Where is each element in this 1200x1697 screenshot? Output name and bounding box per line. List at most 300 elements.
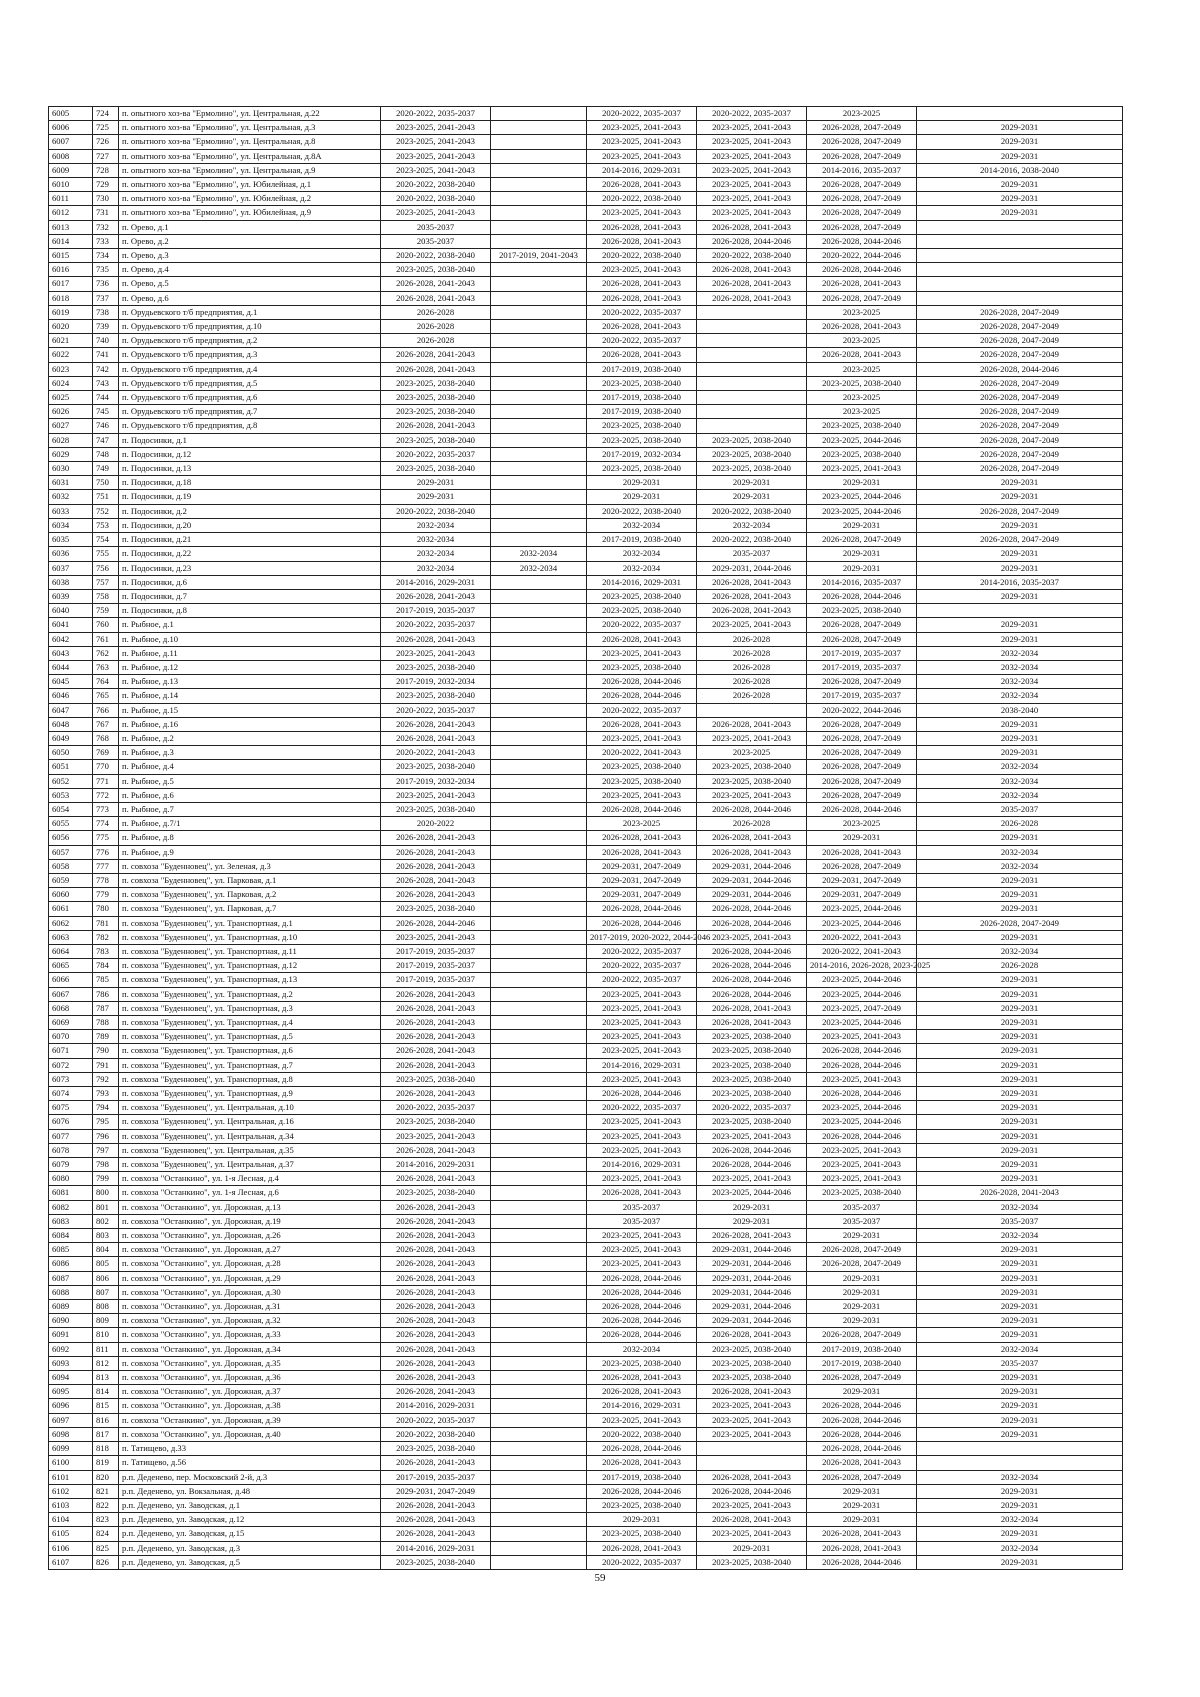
repair-period-2-cell <box>491 1243 587 1257</box>
table-row <box>49 1087 1123 1101</box>
building-id-cell: 786 <box>93 987 119 1001</box>
address-cell: п. совхоза "Останкино", ул. Дорожная, д.27 <box>119 1243 381 1257</box>
repair-period-5-cell: 2023-2025 <box>807 817 917 831</box>
address-cell: п. Подосинки, д.13 <box>119 462 381 476</box>
address-cell: п. опытного хоз-ва "Ермолино", ул. Юбилейная, д.1 <box>119 178 381 192</box>
address-cell: п. совхоза "Останкино", ул. Дорожная, д.33 <box>119 1328 381 1342</box>
table-row <box>49 1328 1123 1342</box>
repair-period-6-cell: 2038-2040 <box>917 703 1123 717</box>
building-id-cell: 734 <box>93 249 119 263</box>
address-cell: п. Рыбное, д.12 <box>119 660 381 674</box>
row-number-cell: 6071 <box>49 1044 93 1058</box>
row-number-cell: 6007 <box>49 135 93 149</box>
repair-period-1-cell: 2026-2028, 2041-2043 <box>381 1016 491 1030</box>
repair-period-3-cell: 2029-2031 <box>587 476 697 490</box>
table-row <box>49 391 1123 405</box>
repair-period-1-cell: 2026-2028, 2041-2043 <box>381 1498 491 1512</box>
table-row <box>49 731 1123 745</box>
repair-period-4-cell: 2026-2028, 2041-2043 <box>697 220 807 234</box>
building-id-cell: 754 <box>93 533 119 547</box>
row-number-cell: 6054 <box>49 802 93 816</box>
table-row <box>49 1072 1123 1086</box>
address-cell: п. Подосинки, д.20 <box>119 518 381 532</box>
table-row <box>49 547 1123 561</box>
repair-period-3-cell: 2023-2025, 2038-2040 <box>587 1498 697 1512</box>
repair-period-3-cell: 2017-2019, 2038-2040 <box>587 405 697 419</box>
row-number-cell: 6064 <box>49 944 93 958</box>
address-cell: п. совхоза "Останкино", ул. Дорожная, д.19 <box>119 1214 381 1228</box>
repair-period-3-cell: 2023-2025, 2038-2040 <box>587 419 697 433</box>
repair-period-3-cell: 2023-2025, 2038-2040 <box>587 376 697 390</box>
table-row <box>49 1243 1123 1257</box>
repair-period-3-cell: 2026-2028, 2041-2043 <box>587 1541 697 1555</box>
repair-period-1-cell: 2026-2028, 2041-2043 <box>381 419 491 433</box>
table-row <box>49 1371 1123 1385</box>
repair-period-6-cell: 2029-2031 <box>917 888 1123 902</box>
repair-period-5-cell: 2017-2019, 2038-2040 <box>807 1342 917 1356</box>
repair-period-1-cell: 2023-2025, 2038-2040 <box>381 1442 491 1456</box>
row-number-cell: 6074 <box>49 1087 93 1101</box>
address-cell: п. совхоза "Буденновец", ул. Транспортная, д.9 <box>119 1087 381 1101</box>
repair-period-2-cell <box>491 135 587 149</box>
repair-period-4-cell: 2029-2031, 2044-2046 <box>697 1285 807 1299</box>
repair-period-4-cell: 2029-2031 <box>697 1200 807 1214</box>
repair-period-5-cell: 2029-2031 <box>807 1513 917 1527</box>
address-cell: п. Орево, д.4 <box>119 263 381 277</box>
table-row <box>49 192 1123 206</box>
repair-period-3-cell: 2026-2028, 2041-2043 <box>587 234 697 248</box>
table-row <box>49 888 1123 902</box>
repair-period-6-cell: 2032-2034 <box>917 1541 1123 1555</box>
repair-period-2-cell: 2032-2034 <box>491 547 587 561</box>
repair-period-2-cell <box>491 788 587 802</box>
repair-period-2-cell <box>491 1413 587 1427</box>
address-cell: п. Рыбное, д.13 <box>119 675 381 689</box>
repair-period-1-cell: 2023-2025, 2038-2040 <box>381 376 491 390</box>
repair-period-2-cell <box>491 1257 587 1271</box>
repair-period-6-cell: 2029-2031 <box>917 1158 1123 1172</box>
repair-period-6-cell: 2029-2031 <box>917 902 1123 916</box>
repair-period-6-cell: 2029-2031 <box>917 1044 1123 1058</box>
table-row <box>49 1399 1123 1413</box>
repair-period-6-cell: 2026-2028, 2047-2049 <box>917 348 1123 362</box>
table-row <box>49 1300 1123 1314</box>
repair-period-6-cell: 2032-2034 <box>917 675 1123 689</box>
schedule-table <box>48 106 1123 1570</box>
table-row <box>49 959 1123 973</box>
repair-period-4-cell: 2023-2025, 2038-2040 <box>697 1044 807 1058</box>
row-number-cell: 6069 <box>49 1016 93 1030</box>
repair-period-1-cell: 2026-2028, 2041-2043 <box>381 1243 491 1257</box>
repair-period-5-cell: 2026-2028, 2044-2046 <box>807 1058 917 1072</box>
address-cell: п. совхоза "Буденновец", ул. Парковая, д.7 <box>119 902 381 916</box>
row-number-cell: 6096 <box>49 1399 93 1413</box>
repair-period-2-cell <box>491 589 587 603</box>
repair-period-1-cell: 2020-2022, 2035-2037 <box>381 1413 491 1427</box>
repair-period-2-cell <box>491 902 587 916</box>
repair-period-1-cell: 2026-2028, 2041-2043 <box>381 1527 491 1541</box>
repair-period-1-cell: 2026-2028, 2041-2043 <box>381 888 491 902</box>
repair-period-1-cell: 2014-2016, 2029-2031 <box>381 1541 491 1555</box>
repair-period-6-cell: 2029-2031 <box>917 1484 1123 1498</box>
repair-period-1-cell: 2026-2028, 2041-2043 <box>381 1356 491 1370</box>
repair-period-1-cell: 2026-2028, 2041-2043 <box>381 1314 491 1328</box>
repair-period-5-cell: 2029-2031 <box>807 1285 917 1299</box>
repair-period-5-cell: 2023-2025, 2044-2046 <box>807 504 917 518</box>
repair-period-6-cell: 2029-2031 <box>917 121 1123 135</box>
address-cell: п. Рыбное, д.7/1 <box>119 817 381 831</box>
building-id-cell: 807 <box>93 1285 119 1299</box>
repair-period-2-cell <box>491 817 587 831</box>
repair-period-6-cell: 2029-2031 <box>917 1498 1123 1512</box>
repair-period-4-cell: 2026-2028, 2041-2043 <box>697 291 807 305</box>
repair-period-1-cell: 2026-2028, 2041-2043 <box>381 1214 491 1228</box>
repair-period-6-cell: 2032-2034 <box>917 859 1123 873</box>
table-row <box>49 1314 1123 1328</box>
row-number-cell: 6039 <box>49 589 93 603</box>
repair-period-1-cell: 2023-2025, 2038-2040 <box>381 405 491 419</box>
repair-period-1-cell: 2017-2019, 2035-2037 <box>381 944 491 958</box>
address-cell: п. совхоза "Останкино", ул. Дорожная, д.31 <box>119 1300 381 1314</box>
repair-period-6-cell: 2029-2031 <box>917 1058 1123 1072</box>
row-number-cell: 6078 <box>49 1143 93 1157</box>
row-number-cell: 6070 <box>49 1030 93 1044</box>
building-id-cell: 771 <box>93 774 119 788</box>
building-id-cell: 766 <box>93 703 119 717</box>
row-number-cell: 6099 <box>49 1442 93 1456</box>
row-number-cell: 6080 <box>49 1172 93 1186</box>
repair-period-2-cell <box>491 1385 587 1399</box>
repair-period-6-cell: 2029-2031 <box>917 1371 1123 1385</box>
table-row <box>49 1541 1123 1555</box>
table-row <box>49 1498 1123 1512</box>
repair-period-6-cell: 2029-2031 <box>917 1300 1123 1314</box>
table-row <box>49 334 1123 348</box>
repair-period-6-cell: 2029-2031 <box>917 1328 1123 1342</box>
table-row <box>49 220 1123 234</box>
repair-period-5-cell: 2026-2028, 2047-2049 <box>807 731 917 745</box>
row-number-cell: 6034 <box>49 518 93 532</box>
repair-period-2-cell <box>491 1300 587 1314</box>
address-cell: п. Орудьевского т/б предприятия, д.2 <box>119 334 381 348</box>
building-id-cell: 763 <box>93 660 119 674</box>
table-row <box>49 618 1123 632</box>
repair-period-3-cell: 2020-2022, 2035-2037 <box>587 305 697 319</box>
address-cell: п. Рыбное, д.15 <box>119 703 381 717</box>
repair-period-2-cell <box>491 1044 587 1058</box>
address-cell: п. Рыбное, д.10 <box>119 632 381 646</box>
row-number-cell: 6073 <box>49 1072 93 1086</box>
table-row <box>49 107 1123 121</box>
building-id-cell: 797 <box>93 1143 119 1157</box>
row-number-cell: 6006 <box>49 121 93 135</box>
repair-period-6-cell: 2026-2028, 2047-2049 <box>917 320 1123 334</box>
building-id-cell: 826 <box>93 1555 119 1569</box>
repair-period-1-cell: 2035-2037 <box>381 220 491 234</box>
repair-period-1-cell: 2026-2028, 2041-2043 <box>381 632 491 646</box>
repair-period-1-cell: 2017-2019, 2035-2037 <box>381 959 491 973</box>
table-row <box>49 178 1123 192</box>
repair-period-3-cell: 2023-2025, 2041-2043 <box>587 646 697 660</box>
address-cell: п. Рыбное, д.7 <box>119 802 381 816</box>
repair-period-5-cell: 2020-2022, 2041-2043 <box>807 930 917 944</box>
repair-period-2-cell <box>491 391 587 405</box>
building-id-cell: 809 <box>93 1314 119 1328</box>
repair-period-1-cell: 2026-2028, 2041-2043 <box>381 873 491 887</box>
row-number-cell: 6013 <box>49 220 93 234</box>
building-id-cell: 796 <box>93 1129 119 1143</box>
repair-period-6-cell: 2026-2028, 2047-2049 <box>917 504 1123 518</box>
building-id-cell: 776 <box>93 845 119 859</box>
building-id-cell: 782 <box>93 930 119 944</box>
repair-period-2-cell <box>491 121 587 135</box>
building-id-cell: 761 <box>93 632 119 646</box>
building-id-cell: 748 <box>93 447 119 461</box>
repair-period-4-cell: 2029-2031, 2044-2046 <box>697 1257 807 1271</box>
repair-period-2-cell <box>491 291 587 305</box>
row-number-cell: 6055 <box>49 817 93 831</box>
repair-period-6-cell: 2032-2034 <box>917 689 1123 703</box>
repair-period-2-cell: 2017-2019, 2041-2043 <box>491 249 587 263</box>
repair-period-1-cell: 2026-2028, 2041-2043 <box>381 1143 491 1157</box>
row-number-cell: 6079 <box>49 1158 93 1172</box>
repair-period-3-cell: 2026-2028, 2041-2043 <box>587 1385 697 1399</box>
repair-period-6-cell: 2026-2028, 2047-2049 <box>917 391 1123 405</box>
repair-period-3-cell: 2023-2025, 2041-2043 <box>587 1030 697 1044</box>
repair-period-6-cell <box>917 277 1123 291</box>
row-number-cell: 6030 <box>49 462 93 476</box>
repair-period-3-cell: 2020-2022, 2035-2037 <box>587 107 697 121</box>
repair-period-1-cell: 2026-2028, 2041-2043 <box>381 1044 491 1058</box>
repair-period-6-cell: 2032-2034 <box>917 760 1123 774</box>
repair-period-4-cell: 2029-2031 <box>697 1214 807 1228</box>
repair-period-1-cell: 2026-2028, 2041-2043 <box>381 1001 491 1015</box>
repair-period-4-cell: 2026-2028, 2041-2043 <box>697 845 807 859</box>
repair-period-1-cell: 2026-2028, 2041-2043 <box>381 348 491 362</box>
row-number-cell: 6008 <box>49 149 93 163</box>
repair-period-1-cell: 2020-2022, 2035-2037 <box>381 1101 491 1115</box>
repair-period-6-cell: 2029-2031 <box>917 717 1123 731</box>
repair-period-1-cell: 2023-2025, 2041-2043 <box>381 163 491 177</box>
repair-period-5-cell: 2029-2031 <box>807 561 917 575</box>
repair-period-3-cell: 2017-2019, 2038-2040 <box>587 533 697 547</box>
repair-period-6-cell <box>917 604 1123 618</box>
repair-period-1-cell: 2026-2028, 2041-2043 <box>381 291 491 305</box>
table-row <box>49 916 1123 930</box>
row-number-cell: 6029 <box>49 447 93 461</box>
repair-period-6-cell: 2029-2031 <box>917 930 1123 944</box>
repair-period-1-cell: 2023-2025, 2041-2043 <box>381 206 491 220</box>
building-id-cell: 746 <box>93 419 119 433</box>
repair-period-5-cell: 2020-2022, 2044-2046 <box>807 249 917 263</box>
repair-period-4-cell: 2026-2028 <box>697 646 807 660</box>
repair-period-1-cell: 2023-2025, 2041-2043 <box>381 646 491 660</box>
table-row <box>49 1001 1123 1015</box>
repair-period-5-cell: 2029-2031 <box>807 1385 917 1399</box>
repair-period-3-cell: 2023-2025, 2041-2043 <box>587 263 697 277</box>
building-id-cell: 783 <box>93 944 119 958</box>
repair-period-4-cell: 2023-2025 <box>697 746 807 760</box>
table-row <box>49 1214 1123 1228</box>
address-cell: п. совхоза "Останкино", ул. Дорожная, д.38 <box>119 1399 381 1413</box>
building-id-cell: 810 <box>93 1328 119 1342</box>
address-cell: п. Татищево, д.56 <box>119 1456 381 1470</box>
table-row <box>49 405 1123 419</box>
row-number-cell: 6107 <box>49 1555 93 1569</box>
row-number-cell: 6040 <box>49 604 93 618</box>
address-cell: п. Рыбное, д.5 <box>119 774 381 788</box>
repair-period-5-cell: 2026-2028, 2047-2049 <box>807 192 917 206</box>
address-cell: п. совхоза "Останкино", ул. Дорожная, д.35 <box>119 1356 381 1370</box>
building-id-cell: 815 <box>93 1399 119 1413</box>
repair-period-5-cell: 2026-2028, 2047-2049 <box>807 178 917 192</box>
repair-period-3-cell: 2026-2028, 2041-2043 <box>587 845 697 859</box>
repair-period-2-cell <box>491 703 587 717</box>
repair-period-5-cell: 2029-2031, 2047-2049 <box>807 873 917 887</box>
address-cell: п. Татищево, д.33 <box>119 1442 381 1456</box>
building-id-cell: 769 <box>93 746 119 760</box>
row-number-cell: 6011 <box>49 192 93 206</box>
repair-period-3-cell: 2029-2031, 2047-2049 <box>587 859 697 873</box>
repair-period-6-cell: 2026-2028, 2041-2043 <box>917 1186 1123 1200</box>
building-id-cell: 768 <box>93 731 119 745</box>
repair-period-5-cell: 2023-2025, 2041-2043 <box>807 1143 917 1157</box>
repair-period-2-cell <box>491 916 587 930</box>
building-id-cell: 750 <box>93 476 119 490</box>
repair-period-2-cell: 2032-2034 <box>491 561 587 575</box>
repair-period-2-cell <box>491 462 587 476</box>
building-id-cell: 791 <box>93 1058 119 1072</box>
repair-period-6-cell: 2035-2037 <box>917 802 1123 816</box>
table-row <box>49 1285 1123 1299</box>
address-cell: п. Рыбное, д.8 <box>119 831 381 845</box>
table-row <box>49 1470 1123 1484</box>
row-number-cell: 6059 <box>49 873 93 887</box>
table-row <box>49 1385 1123 1399</box>
row-number-cell: 6085 <box>49 1243 93 1257</box>
table-row <box>49 1513 1123 1527</box>
table-row <box>49 930 1123 944</box>
repair-period-5-cell: 2023-2025, 2038-2040 <box>807 447 917 461</box>
table-row <box>49 249 1123 263</box>
table-row <box>49 135 1123 149</box>
repair-period-3-cell: 2023-2025, 2041-2043 <box>587 1129 697 1143</box>
repair-period-6-cell: 2029-2031 <box>917 1072 1123 1086</box>
repair-period-5-cell: 2017-2019, 2035-2037 <box>807 646 917 660</box>
repair-period-6-cell: 2026-2028, 2047-2049 <box>917 462 1123 476</box>
repair-period-5-cell: 2026-2028, 2041-2043 <box>807 1456 917 1470</box>
repair-period-6-cell: 2029-2031 <box>917 632 1123 646</box>
repair-period-1-cell: 2026-2028, 2041-2043 <box>381 1200 491 1214</box>
repair-period-6-cell: 2032-2034 <box>917 1229 1123 1243</box>
address-cell: п. Подосинки, д.2 <box>119 504 381 518</box>
repair-period-6-cell: 2029-2031 <box>917 561 1123 575</box>
building-id-cell: 758 <box>93 589 119 603</box>
address-cell: п. опытного хоз-ва "Ермолино", ул. Центральная, д.3 <box>119 121 381 135</box>
repair-period-1-cell: 2023-2025, 2038-2040 <box>381 263 491 277</box>
repair-period-2-cell <box>491 1314 587 1328</box>
repair-period-1-cell: 2023-2025, 2038-2040 <box>381 689 491 703</box>
repair-period-3-cell: 2026-2028, 2044-2046 <box>587 1271 697 1285</box>
row-number-cell: 6024 <box>49 376 93 390</box>
table-row <box>49 462 1123 476</box>
row-number-cell: 6075 <box>49 1101 93 1115</box>
row-number-cell: 6051 <box>49 760 93 774</box>
table-row <box>49 1257 1123 1271</box>
row-number-cell: 6053 <box>49 788 93 802</box>
repair-period-6-cell: 2029-2031 <box>917 1314 1123 1328</box>
address-cell: п. Рыбное, д.3 <box>119 746 381 760</box>
address-cell: п. Орудьевского т/б предприятия, д.1 <box>119 305 381 319</box>
repair-period-5-cell: 2023-2025, 2047-2049 <box>807 1001 917 1015</box>
repair-period-2-cell <box>491 447 587 461</box>
repair-period-6-cell: 2026-2028, 2047-2049 <box>917 419 1123 433</box>
repair-period-4-cell: 2026-2028, 2044-2046 <box>697 234 807 248</box>
repair-period-3-cell: 2020-2022, 2038-2040 <box>587 192 697 206</box>
address-cell: п. Орудьевского т/б предприятия, д.8 <box>119 419 381 433</box>
repair-period-4-cell <box>697 391 807 405</box>
repair-period-3-cell: 2014-2016, 2029-2031 <box>587 575 697 589</box>
repair-period-6-cell: 2032-2034 <box>917 788 1123 802</box>
repair-period-4-cell: 2026-2028, 2041-2043 <box>697 1513 807 1527</box>
repair-period-4-cell: 2020-2022, 2038-2040 <box>697 533 807 547</box>
repair-period-6-cell: 2029-2031 <box>917 1399 1123 1413</box>
repair-period-5-cell: 2026-2028, 2047-2049 <box>807 121 917 135</box>
repair-period-2-cell <box>491 873 587 887</box>
repair-period-1-cell: 2023-2025, 2038-2040 <box>381 902 491 916</box>
repair-period-2-cell <box>491 660 587 674</box>
repair-period-4-cell: 2023-2025, 2041-2043 <box>697 178 807 192</box>
table-row <box>49 973 1123 987</box>
repair-period-4-cell: 2026-2028, 2041-2043 <box>697 277 807 291</box>
address-cell: п. Рыбное, д.11 <box>119 646 381 660</box>
repair-period-6-cell: 2029-2031 <box>917 192 1123 206</box>
row-number-cell: 6014 <box>49 234 93 248</box>
repair-period-5-cell: 2023-2025, 2041-2043 <box>807 1172 917 1186</box>
repair-period-3-cell: 2023-2025, 2041-2043 <box>587 1257 697 1271</box>
repair-period-5-cell: 2014-2016, 2035-2037 <box>807 163 917 177</box>
repair-period-3-cell: 2020-2022, 2035-2037 <box>587 1101 697 1115</box>
building-id-cell: 753 <box>93 518 119 532</box>
repair-period-6-cell <box>917 1456 1123 1470</box>
table-row <box>49 206 1123 220</box>
schedule-rows <box>49 107 1123 1570</box>
repair-period-4-cell: 2026-2028, 2044-2046 <box>697 902 807 916</box>
address-cell: п. Подосинки, д.21 <box>119 533 381 547</box>
repair-period-4-cell: 2026-2028, 2044-2046 <box>697 959 807 973</box>
repair-period-3-cell: 2023-2025, 2041-2043 <box>587 1413 697 1427</box>
repair-period-1-cell: 2026-2028, 2041-2043 <box>381 1229 491 1243</box>
row-number-cell: 6095 <box>49 1385 93 1399</box>
repair-period-5-cell: 2023-2025, 2044-2046 <box>807 902 917 916</box>
repair-period-6-cell: 2026-2028, 2047-2049 <box>917 433 1123 447</box>
repair-period-2-cell <box>491 476 587 490</box>
repair-period-3-cell: 2020-2022, 2035-2037 <box>587 1555 697 1569</box>
repair-period-4-cell: 2023-2025, 2041-2043 <box>697 1129 807 1143</box>
repair-period-3-cell: 2023-2025, 2041-2043 <box>587 1001 697 1015</box>
repair-period-2-cell <box>491 305 587 319</box>
repair-period-3-cell: 2017-2019, 2032-2034 <box>587 447 697 461</box>
building-id-cell: 725 <box>93 121 119 135</box>
repair-period-3-cell: 2017-2019, 2038-2040 <box>587 1470 697 1484</box>
repair-period-2-cell <box>491 1271 587 1285</box>
table-row <box>49 1484 1123 1498</box>
building-id-cell: 730 <box>93 192 119 206</box>
repair-period-2-cell <box>491 1442 587 1456</box>
address-cell: п. Подосинки, д.19 <box>119 490 381 504</box>
repair-period-1-cell: 2026-2028, 2041-2043 <box>381 831 491 845</box>
repair-period-3-cell: 2017-2019, 2020-2022, 2044-2046 <box>587 930 697 944</box>
